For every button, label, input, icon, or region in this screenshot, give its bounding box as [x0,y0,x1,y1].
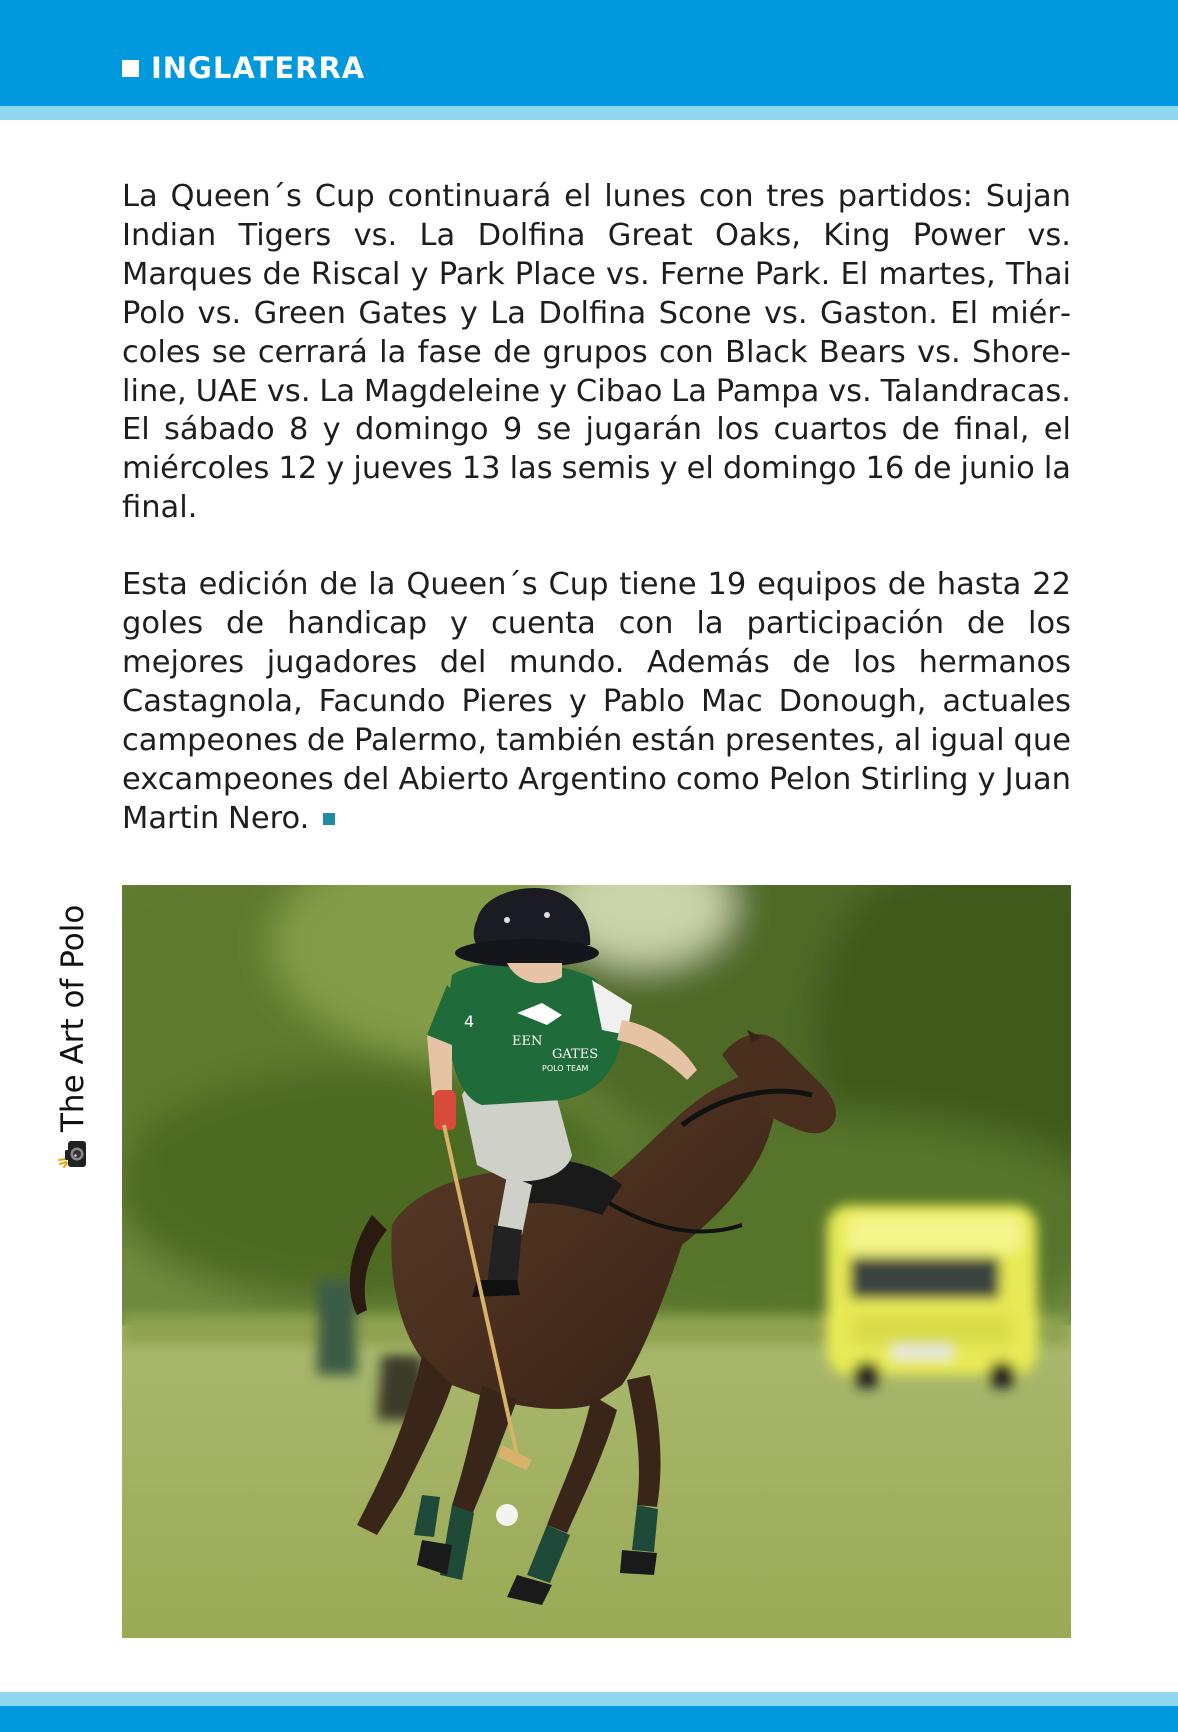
footer-bar [0,1706,1178,1732]
header-stripe [0,106,1178,120]
end-of-article-icon [323,813,335,825]
polo-photo [122,885,1071,1638]
photo-credit [51,840,95,1170]
jersey-text-2: GATES [552,1047,599,1062]
article-paragraph-1 [122,178,1071,528]
paragraph-2-text: Esta edición de la Queen´s Cup tiene 19 equipos de hasta 22 goles de handicap y cuenta con la participación de los mejores jugadores del mundo. Además de los hermanos Castagnola, Facundo Pieres y Pablo Mac Donough, actuales campeones de Palermo, también están presentes, al igual que excampeones del Abierto Argentino como Pelon Stirling y Juan Martin Nero. [122,567,1071,836]
jersey-text-3: POLO TEAM [542,1064,589,1073]
footer-stripe [0,1692,1178,1706]
photo-credit-text: The Art of Polo [55,904,91,1132]
article-body [122,178,1071,839]
jersey-number: 4 [464,1012,475,1031]
jersey-text-1: EEN [512,1034,543,1049]
section-square-icon [122,60,139,77]
article-paragraph-2 [122,566,1071,838]
section-label [122,50,365,86]
paragraph-1-text: La Queen´s Cup continuará el lunes con tres partidos: Sujan Indian Tigers vs. La Dolfina Great Oaks, King Power vs. Marques de Riscal y Park Place vs. Ferne Park. El martes, Thai Polo vs. Green Gates y La Dolfina Scone vs. Gaston. El miércoles se cerrará la fase de grupos con Black Bears vs. Shoreline, UAE vs. La Magdeleine y Cibao La Pampa vs. Talandracas. El sábado 8 y domingo 9 se jugarán los cuartos de final, el miércoles 12 y jueves 13 las semis y el domingo 16 de junio la final. [122,179,1071,526]
camera-icon [58,1138,88,1170]
section-title: INGLATERRA [151,51,366,85]
